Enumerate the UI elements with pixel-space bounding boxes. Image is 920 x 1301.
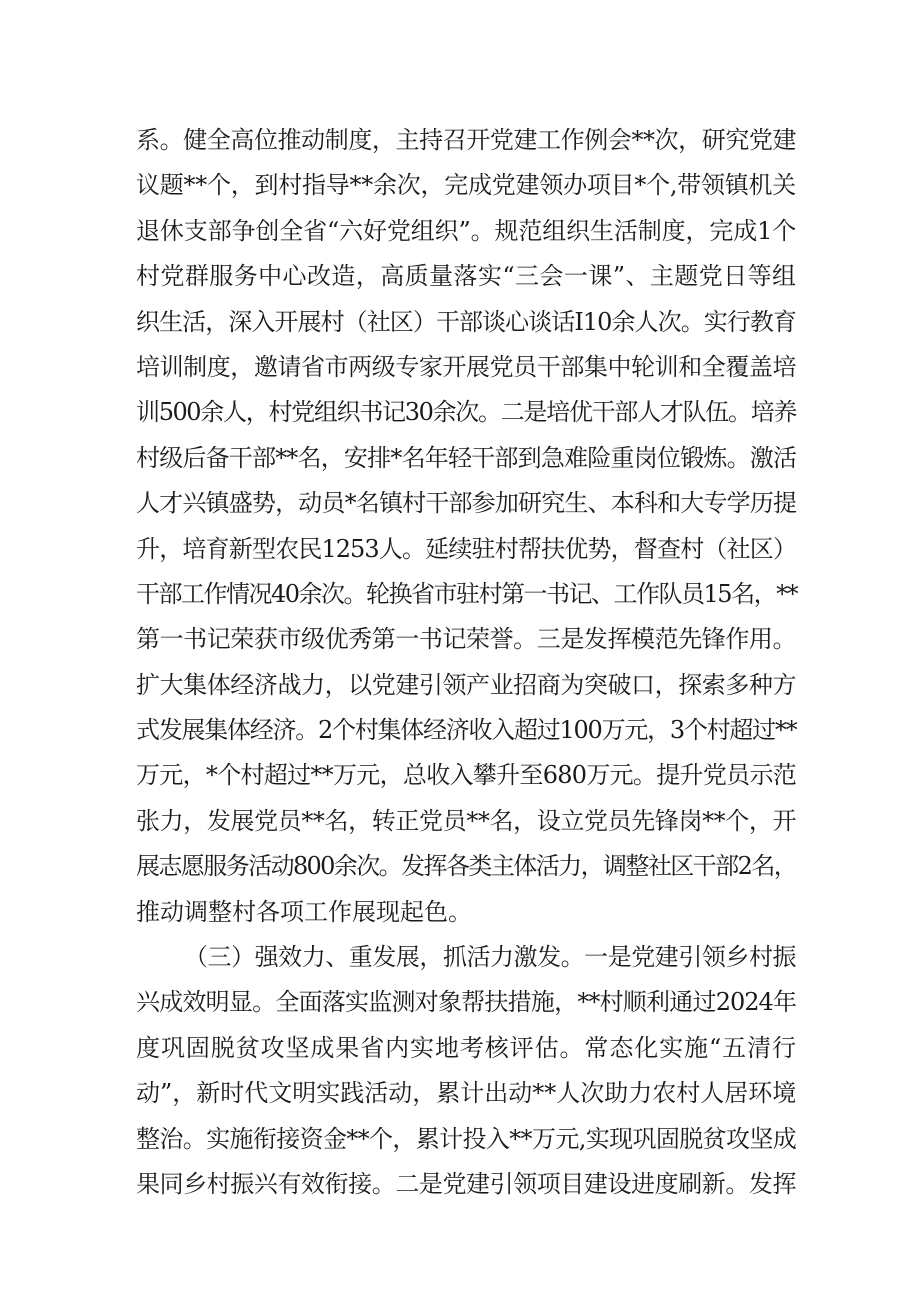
text-line-14: 式发展集体经济。2个村集体经济收入超过100万元，3个村超过**: [136, 716, 797, 745]
text-line-20: 兴成效明显。全面落实监测对象帮扶措施，**村顺利通过2024年: [136, 988, 796, 1017]
text-line-17: 展志愿服务活动800余次。发挥各类主体活力，调整社区干部2名，: [136, 852, 796, 881]
text-line-6: 培训制度，邀请省市两级专家开展党员干部集中轮训和全覆盖培: [136, 352, 796, 381]
text-line-8: 村级后备干部**名，安排*名年轻干部到急难险重岗位锻炼。激活: [136, 443, 796, 472]
text-line-9: 人才兴镇盛势，动员*名镇村干部参加研究生、本科和大专学历提: [136, 489, 796, 518]
text-line-23: 整治。实施衔接资金**个，累计投入**万元,实现巩固脱贫攻坚成: [136, 1124, 796, 1153]
text-line-4: 村党群服务中心改造，高质量落实“三会一课”、主题党日等组: [136, 262, 796, 291]
text-line-7: 训500余人，村党组织书记30余次。二是培优干部人才队伍。培养: [136, 398, 796, 427]
text-line-19: （三）强效力、重发展，抓活力激发。一是党建引领乡村振: [184, 943, 796, 972]
text-line-13: 扩大集体经济战力，以党建引领产业招商为突破口，探索多种方: [136, 670, 796, 699]
text-line-22: 动”，新时代文明实践活动，累计出动**人次助力农村人居环境: [136, 1079, 797, 1108]
text-line-2: 议题**个，到村指导**余次，完成党建领办项目*个,带领镇机关: [136, 171, 796, 200]
text-line-16: 张力，发展党员**名，转正党员**名，设立党员先锋岗**个，开: [136, 806, 796, 835]
text-line-12: 第一书记荣获市级优秀第一书记荣誉。三是发挥模范先锋作用。: [136, 625, 796, 654]
text-line-18: 推动调整村各项工作展现起色。: [136, 897, 472, 926]
text-line-1: 系。健全高位推动制度，主持召开党建工作例会**次，研究党建: [136, 126, 796, 154]
text-line-15: 万元，*个村超过**万元，总收入攀升至680万元。提升党员示范: [136, 761, 796, 790]
text-line-21: 度巩固脱贫攻坚成果省内实地考核评估。常态化实施“五清行: [136, 1033, 796, 1062]
document-body: [136, 118, 796, 1207]
text-line-24: 果同乡村振兴有效衔接。二是党建引领项目建设进度刷新。发挥: [136, 1169, 796, 1198]
text-line-5: 织生活，深入开展村（社区）干部谈心谈话I10余人次。实行教育: [136, 307, 796, 336]
text-line-3: 退休支部争创全省“六好党组织”。规范组织生活制度，完成1个: [136, 216, 796, 245]
text-line-11: 干部工作情况40余次。轮换省市驻村第一书记、工作队员15名，**: [136, 579, 798, 608]
text-line-10: 升，培育新型农民1253人。延续驻村帮扶优势，督查村（社区）: [136, 534, 796, 563]
